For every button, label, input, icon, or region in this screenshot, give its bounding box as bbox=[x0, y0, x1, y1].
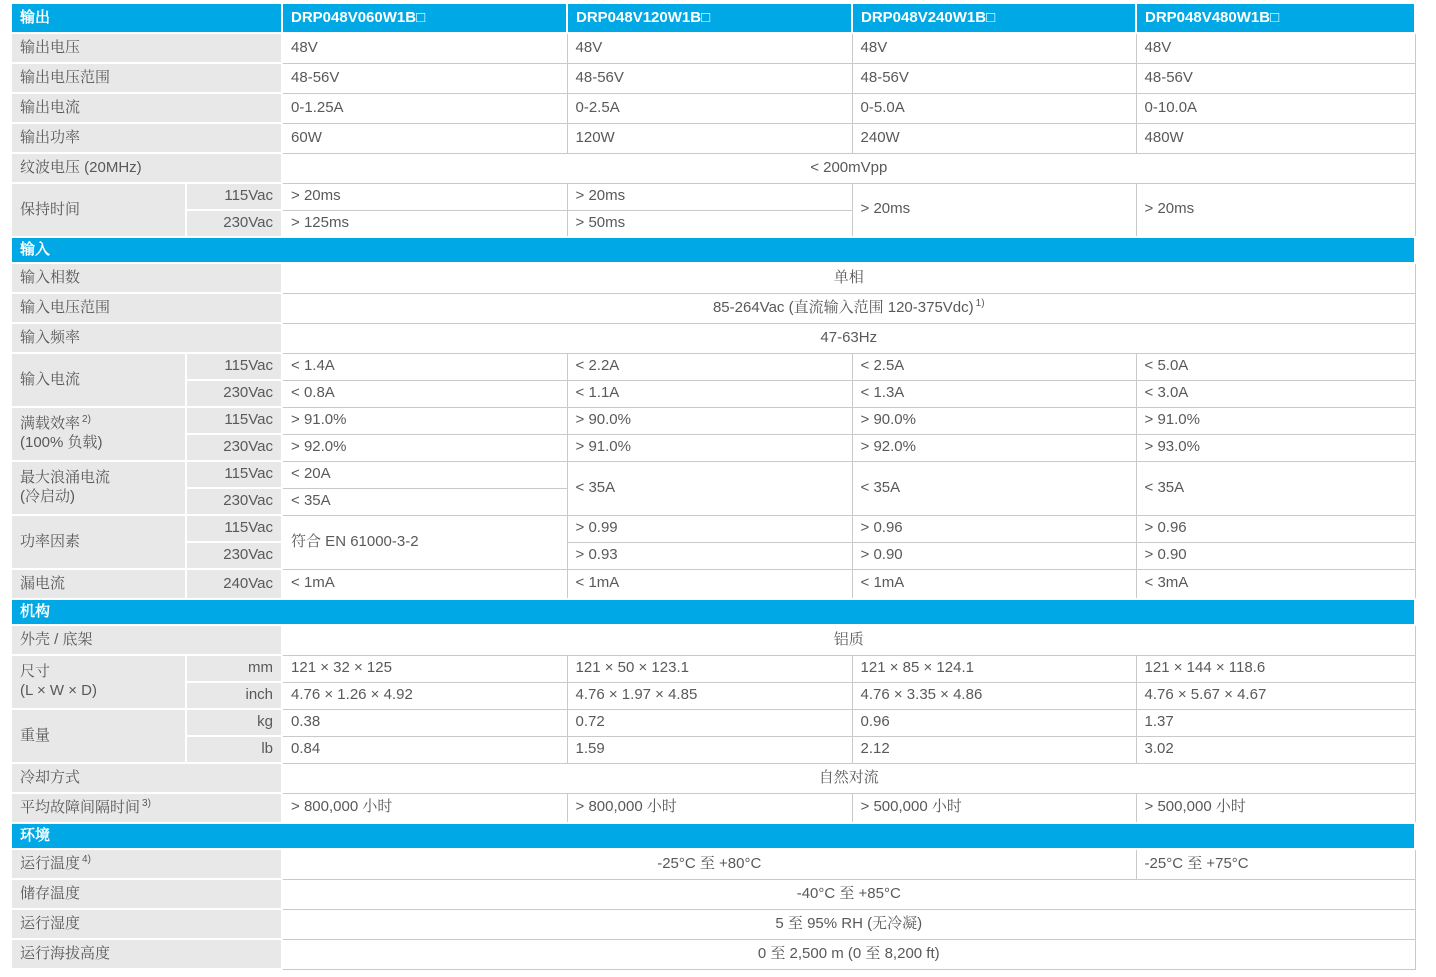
output-current-240w: 0-5.0A bbox=[852, 93, 1136, 123]
weight-lb-120w: 1.59 bbox=[567, 736, 852, 763]
weight-lb-240w: 2.12 bbox=[852, 736, 1136, 763]
row-input-current-115vac bbox=[11, 353, 1415, 380]
holdup-115-060w: > 20ms bbox=[282, 183, 567, 210]
dimensions-inch-480w: 4.76 × 5.67 × 4.67 bbox=[1136, 682, 1415, 709]
power-factor-115-480w: > 0.96 bbox=[1136, 515, 1415, 542]
input-current-230-480w: < 3.0A bbox=[1136, 380, 1415, 407]
row-output-current bbox=[11, 93, 1415, 123]
section-output-title: 输出 bbox=[11, 3, 282, 33]
leakage-sub-240vac: 240Vac bbox=[186, 569, 282, 599]
row-power-factor-115vac bbox=[11, 515, 1415, 542]
input-current-sub-115vac: 115Vac bbox=[186, 353, 282, 380]
humidity-value: 5 至 95% RH (无冷凝) bbox=[282, 909, 1415, 939]
row-dimensions-inch bbox=[11, 682, 1415, 709]
dimensions-label-line1: 尺寸 bbox=[20, 663, 51, 681]
row-output-voltage-range bbox=[11, 63, 1415, 93]
dimensions-mm-480w: 121 × 144 × 118.6 bbox=[1136, 655, 1415, 682]
dimensions-inch-120w: 4.76 × 1.97 × 4.85 bbox=[567, 682, 852, 709]
weight-sub-lb: lb bbox=[186, 736, 282, 763]
section-input-title: 输入 bbox=[11, 237, 1415, 263]
row-weight-kg bbox=[11, 709, 1415, 736]
row-altitude bbox=[11, 939, 1415, 969]
footnote-4-marker: 4) bbox=[82, 853, 91, 865]
weight-lb-060w: 0.84 bbox=[282, 736, 567, 763]
power-factor-230-240w: > 0.90 bbox=[852, 542, 1136, 569]
dimensions-mm-240w: 121 × 85 × 124.1 bbox=[852, 655, 1136, 682]
dimensions-mm-060w: 121 × 32 × 125 bbox=[282, 655, 567, 682]
footnote-1-marker: 1) bbox=[975, 297, 985, 309]
inrush-230-060w: < 35A bbox=[282, 488, 567, 515]
dimensions-label bbox=[11, 655, 186, 709]
holdup-label: 保持时间 bbox=[11, 183, 186, 237]
output-voltage-240w: 48V bbox=[852, 33, 1136, 63]
spec-table bbox=[10, 2, 1416, 970]
efficiency-115-120w: > 90.0% bbox=[567, 407, 852, 434]
inrush-label-line1: 最大浪涌电流 bbox=[20, 469, 111, 487]
output-power-060w: 60W bbox=[282, 123, 567, 153]
model-header-060w: DRP048V060W1B□ bbox=[282, 3, 567, 33]
section-mechanical-row bbox=[11, 599, 1415, 625]
table-header-row bbox=[11, 3, 1415, 33]
output-voltage-label: 输出电压 bbox=[11, 33, 282, 63]
altitude-label: 运行海拔高度 bbox=[11, 939, 282, 969]
row-holdup-115vac bbox=[11, 183, 1415, 210]
leakage-480w: < 3mA bbox=[1136, 569, 1415, 599]
inrush-120w: < 35A bbox=[567, 461, 852, 515]
inrush-sub-230vac: 230Vac bbox=[186, 488, 282, 515]
efficiency-sub-230vac: 230Vac bbox=[186, 434, 282, 461]
row-efficiency-115vac bbox=[11, 407, 1415, 434]
output-voltage-480w: 48V bbox=[1136, 33, 1415, 63]
output-current-060w: 0-1.25A bbox=[282, 93, 567, 123]
row-case bbox=[11, 625, 1415, 655]
output-voltage-060w: 48V bbox=[282, 33, 567, 63]
input-voltage-range-value bbox=[282, 293, 1415, 323]
mtbf-060w: > 800,000 小时 bbox=[282, 793, 567, 823]
dimensions-sub-mm: mm bbox=[186, 655, 282, 682]
section-mechanical-title: 机构 bbox=[11, 599, 1415, 625]
power-factor-115-240w: > 0.96 bbox=[852, 515, 1136, 542]
weight-kg-120w: 0.72 bbox=[567, 709, 852, 736]
operating-temp-label bbox=[11, 849, 282, 879]
output-power-label: 输出功率 bbox=[11, 123, 282, 153]
cooling-value: 自然对流 bbox=[282, 763, 1415, 793]
input-current-115-240w: < 2.5A bbox=[852, 353, 1136, 380]
efficiency-label-line1 bbox=[20, 415, 177, 434]
footnote-3-marker: 3) bbox=[142, 797, 151, 809]
row-weight-lb bbox=[11, 736, 1415, 763]
dimensions-sub-inch: inch bbox=[186, 682, 282, 709]
ripple-voltage-value: < 200mVpp bbox=[282, 153, 1415, 183]
efficiency-label-text: 满载效率 bbox=[20, 415, 81, 433]
weight-lb-480w: 3.02 bbox=[1136, 736, 1415, 763]
efficiency-115-060w: > 91.0% bbox=[282, 407, 567, 434]
input-current-115-480w: < 5.0A bbox=[1136, 353, 1415, 380]
input-current-115-120w: < 2.2A bbox=[567, 353, 852, 380]
output-voltage-range-480w: 48-56V bbox=[1136, 63, 1415, 93]
row-cooling bbox=[11, 763, 1415, 793]
holdup-480w: > 20ms bbox=[1136, 183, 1415, 237]
section-input-row bbox=[11, 237, 1415, 263]
holdup-240w: > 20ms bbox=[852, 183, 1136, 237]
efficiency-115-240w: > 90.0% bbox=[852, 407, 1136, 434]
input-current-230-240w: < 1.3A bbox=[852, 380, 1136, 407]
power-factor-230-120w: > 0.93 bbox=[567, 542, 852, 569]
leakage-label: 漏电流 bbox=[11, 569, 186, 599]
footnote-2-marker: 2) bbox=[82, 414, 91, 426]
storage-temp-label: 储存温度 bbox=[11, 879, 282, 909]
row-power-factor-230vac bbox=[11, 542, 1415, 569]
input-frequency-value: 47-63Hz bbox=[282, 323, 1415, 353]
weight-kg-060w: 0.38 bbox=[282, 709, 567, 736]
holdup-115-120w: > 20ms bbox=[567, 183, 852, 210]
power-factor-060w-compliance: 符合 EN 61000-3-2 bbox=[282, 515, 567, 569]
mtbf-label-text: 平均故障间隔时间 bbox=[20, 798, 141, 816]
output-current-label: 输出电流 bbox=[11, 93, 282, 123]
row-leakage-current bbox=[11, 569, 1415, 599]
inrush-115-060w: < 20A bbox=[282, 461, 567, 488]
input-current-115-060w: < 1.4A bbox=[282, 353, 567, 380]
efficiency-label-line2: (100% 负载) bbox=[20, 434, 103, 451]
row-input-frequency bbox=[11, 323, 1415, 353]
row-input-phase bbox=[11, 263, 1415, 293]
efficiency-230-240w: > 92.0% bbox=[852, 434, 1136, 461]
row-ripple-voltage bbox=[11, 153, 1415, 183]
weight-kg-480w: 1.37 bbox=[1136, 709, 1415, 736]
mtbf-480w: > 500,000 小时 bbox=[1136, 793, 1415, 823]
inrush-label bbox=[11, 461, 186, 515]
row-operating-temp bbox=[11, 849, 1415, 879]
model-header-120w: DRP048V120W1B□ bbox=[567, 3, 852, 33]
inrush-240w: < 35A bbox=[852, 461, 1136, 515]
efficiency-label bbox=[11, 407, 186, 461]
mtbf-120w: > 800,000 小时 bbox=[567, 793, 852, 823]
output-power-240w: 240W bbox=[852, 123, 1136, 153]
altitude-value: 0 至 2,500 m (0 至 8,200 ft) bbox=[282, 939, 1415, 969]
dimensions-inch-240w: 4.76 × 3.35 × 4.86 bbox=[852, 682, 1136, 709]
output-voltage-120w: 48V bbox=[567, 33, 852, 63]
row-dimensions-mm bbox=[11, 655, 1415, 682]
input-current-label: 输入电流 bbox=[11, 353, 186, 407]
model-header-480w: DRP048V480W1B□ bbox=[1136, 3, 1415, 33]
power-factor-label: 功率因素 bbox=[11, 515, 186, 569]
output-current-120w: 0-2.5A bbox=[567, 93, 852, 123]
input-current-sub-230vac: 230Vac bbox=[186, 380, 282, 407]
operating-temp-main: -25°C 至 +80°C bbox=[282, 849, 1136, 879]
output-voltage-range-label: 输出电压范围 bbox=[11, 63, 282, 93]
humidity-label: 运行湿度 bbox=[11, 909, 282, 939]
holdup-230-060w: > 125ms bbox=[282, 210, 567, 237]
row-inrush-115vac bbox=[11, 461, 1415, 488]
row-humidity bbox=[11, 909, 1415, 939]
case-label: 外壳 / 底架 bbox=[11, 625, 282, 655]
input-current-230-120w: < 1.1A bbox=[567, 380, 852, 407]
inrush-sub-115vac: 115Vac bbox=[186, 461, 282, 488]
cooling-label: 冷却方式 bbox=[11, 763, 282, 793]
ripple-voltage-label: 纹波电压 (20MHz) bbox=[11, 153, 282, 183]
operating-temp-480w: -25°C 至 +75°C bbox=[1136, 849, 1415, 879]
input-voltage-range-text: 85-264Vac (直流输入范围 120-375Vdc) bbox=[712, 298, 974, 316]
output-power-480w: 480W bbox=[1136, 123, 1415, 153]
power-factor-115-120w: > 0.99 bbox=[567, 515, 852, 542]
input-current-230-060w: < 0.8A bbox=[282, 380, 567, 407]
power-factor-sub-115vac: 115Vac bbox=[186, 515, 282, 542]
input-voltage-range-label: 输入电压范围 bbox=[11, 293, 282, 323]
mtbf-240w: > 500,000 小时 bbox=[852, 793, 1136, 823]
output-current-480w: 0-10.0A bbox=[1136, 93, 1415, 123]
section-environment-title: 环境 bbox=[11, 823, 1415, 849]
case-value: 铝质 bbox=[282, 625, 1415, 655]
holdup-sub-115vac: 115Vac bbox=[186, 183, 282, 210]
row-output-voltage bbox=[11, 33, 1415, 63]
efficiency-230-060w: > 92.0% bbox=[282, 434, 567, 461]
efficiency-115-480w: > 91.0% bbox=[1136, 407, 1415, 434]
weight-kg-240w: 0.96 bbox=[852, 709, 1136, 736]
dimensions-mm-120w: 121 × 50 × 123.1 bbox=[567, 655, 852, 682]
row-input-voltage-range bbox=[11, 293, 1415, 323]
input-phase-value: 单相 bbox=[282, 263, 1415, 293]
output-voltage-range-240w: 48-56V bbox=[852, 63, 1136, 93]
dimensions-inch-060w: 4.76 × 1.26 × 4.92 bbox=[282, 682, 567, 709]
row-mtbf bbox=[11, 793, 1415, 823]
row-efficiency-230vac bbox=[11, 434, 1415, 461]
efficiency-sub-115vac: 115Vac bbox=[186, 407, 282, 434]
efficiency-230-120w: > 91.0% bbox=[567, 434, 852, 461]
power-factor-sub-230vac: 230Vac bbox=[186, 542, 282, 569]
efficiency-230-480w: > 93.0% bbox=[1136, 434, 1415, 461]
leakage-060w: < 1mA bbox=[282, 569, 567, 599]
operating-temp-label-text: 运行温度 bbox=[20, 854, 81, 872]
power-factor-230-480w: > 0.90 bbox=[1136, 542, 1415, 569]
inrush-label-line2: (冷启动) bbox=[20, 488, 75, 505]
row-input-current-230vac bbox=[11, 380, 1415, 407]
holdup-sub-230vac: 230Vac bbox=[186, 210, 282, 237]
input-phase-label: 输入相数 bbox=[11, 263, 282, 293]
row-storage-temp bbox=[11, 879, 1415, 909]
row-output-power bbox=[11, 123, 1415, 153]
leakage-240w: < 1mA bbox=[852, 569, 1136, 599]
inrush-480w: < 35A bbox=[1136, 461, 1415, 515]
leakage-120w: < 1mA bbox=[567, 569, 852, 599]
output-voltage-range-060w: 48-56V bbox=[282, 63, 567, 93]
section-environment-row bbox=[11, 823, 1415, 849]
mtbf-label bbox=[11, 793, 282, 823]
dimensions-label-line2: (L × W × D) bbox=[20, 682, 97, 699]
weight-label: 重量 bbox=[11, 709, 186, 763]
holdup-230-120w: > 50ms bbox=[567, 210, 852, 237]
output-power-120w: 120W bbox=[567, 123, 852, 153]
input-frequency-label: 输入频率 bbox=[11, 323, 282, 353]
output-voltage-range-120w: 48-56V bbox=[567, 63, 852, 93]
storage-temp-value: -40°C 至 +85°C bbox=[282, 879, 1415, 909]
model-header-240w: DRP048V240W1B□ bbox=[852, 3, 1136, 33]
weight-sub-kg: kg bbox=[186, 709, 282, 736]
